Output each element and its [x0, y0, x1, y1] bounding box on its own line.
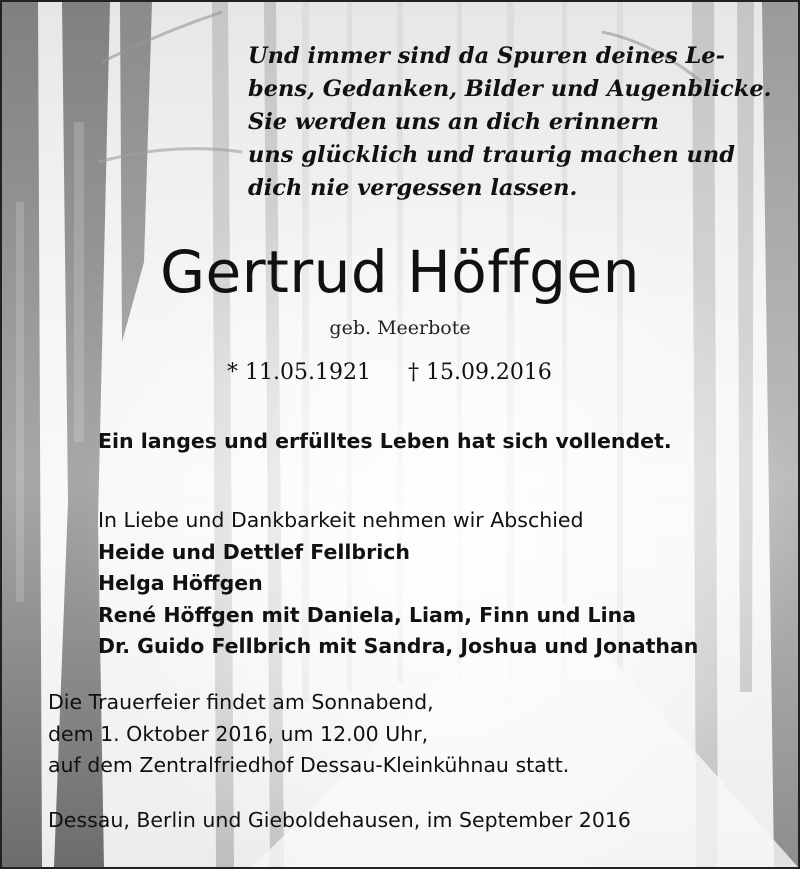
birth-name: geb. Meerbote	[329, 317, 471, 339]
poem-line: bens, Gedanken, Bilder und Augenblicke.	[248, 76, 772, 102]
mourner-name: Helga Höffgen	[98, 571, 263, 595]
obituary-content	[2, 2, 798, 867]
farewell-block	[98, 505, 778, 663]
ceremony-line: auf dem Zentralfriedhof Dessau-Kleinkühnau statt.	[48, 753, 570, 777]
poem-line: Sie werden uns an dich erinnern	[248, 109, 659, 135]
ceremony-line: dem 1. Oktober 2016, um 12.00 Uhr,	[48, 721, 429, 746]
poem-line: Und immer sind da Spuren deines Le-	[248, 43, 725, 69]
memorial-poem	[248, 40, 772, 205]
birth-date: * 11.05.1921	[227, 360, 371, 385]
poem-line: uns glücklich und traurig machen und	[248, 142, 735, 168]
life-motto: Ein langes und erfülltes Leben hat sich vollendet.	[98, 429, 672, 453]
mourner-name: Dr. Guido Fellbrich mit Sandra, Joshua und Jonathan	[98, 634, 699, 658]
death-date: † 15.09.2016	[407, 360, 552, 385]
place-and-date-signoff: Dessau, Berlin und Gieboldehausen, im September 2016	[48, 808, 631, 832]
life-dates	[227, 359, 607, 387]
farewell-intro: In Liebe und Dankbarkeit nehmen wir Abschied	[98, 508, 584, 532]
deceased-name: Gertrud Höffgen	[160, 238, 640, 306]
poem-line: dich nie vergessen lassen.	[248, 175, 578, 201]
mourner-name: Heide und Dettlef Fellbrich	[98, 539, 410, 564]
funeral-ceremony-info	[48, 687, 768, 782]
ceremony-line: Die Trauerfeier findet am Sonnabend,	[48, 690, 434, 714]
mourner-name: René Höffgen mit Daniela, Liam, Finn und Lina	[98, 602, 637, 627]
